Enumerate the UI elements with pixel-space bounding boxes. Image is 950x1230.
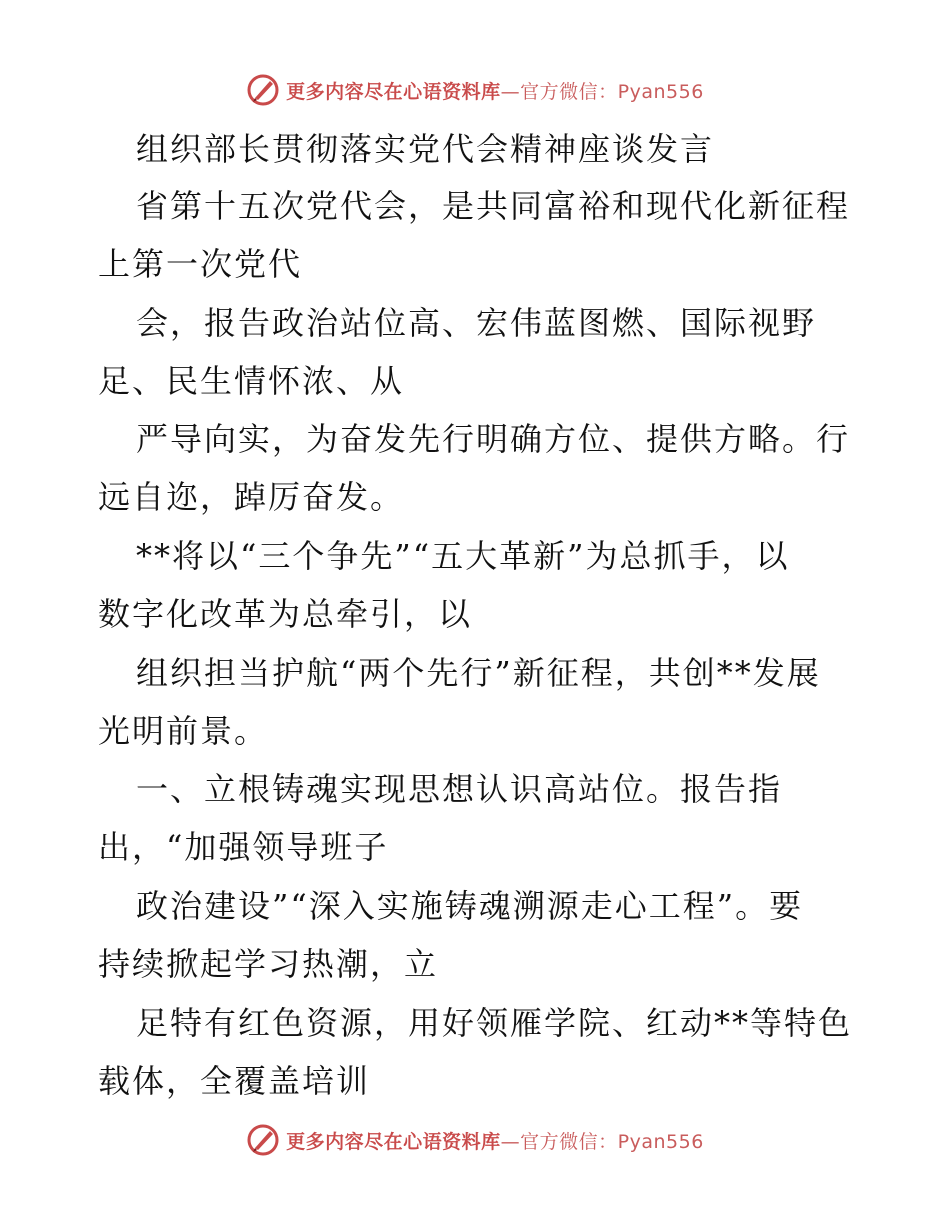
watermark-site: 更多内容尽在心语资料库 xyxy=(286,80,501,103)
watermark-contact: —官方微信：Pyan556 xyxy=(500,1130,704,1153)
watermark-contact: —官方微信：Pyan556 xyxy=(500,80,704,103)
text-line: 政治建设”“深入实施铸魂溯源走心工程”。要 xyxy=(136,887,804,925)
header-watermark xyxy=(0,70,950,110)
text-line: 省第十五次党代会，是共同富裕和现代化新征程 xyxy=(136,187,851,225)
quill-pen-circle-icon xyxy=(246,1123,280,1157)
text-line: 数字化改革为总牵引，以 xyxy=(98,595,473,633)
watermark-text xyxy=(286,77,704,104)
text-line: 持续掀起学习热潮，立 xyxy=(98,945,439,983)
watermark-text xyxy=(286,1127,704,1154)
text-line: 足特有红色资源，用好领雁学院、红动**等特色 xyxy=(136,1004,853,1042)
footer-watermark xyxy=(0,1120,950,1160)
text-line: 出，“加强领导班子 xyxy=(98,828,389,866)
text-line: 足、民生情怀浓、从 xyxy=(98,362,405,400)
text-line: 组织担当护航“两个先行”新征程，共创**发展 xyxy=(136,654,821,692)
text-line: **将以“三个争先”“五大革新”为总抓手，以 xyxy=(136,537,790,575)
document-title: 组织部长贯彻落实党代会精神座谈发言 xyxy=(136,130,715,168)
text-line: 载体，全覆盖培训 xyxy=(98,1062,371,1100)
text-line: 远自迩，踔厉奋发。 xyxy=(98,478,405,516)
text-line: 上第一次党代 xyxy=(98,245,303,283)
text-line: 严导向实，为奋发先行明确方位、提供方略。行 xyxy=(136,420,851,458)
quill-pen-circle-icon xyxy=(246,73,280,107)
section-heading-line: 一、立根铸魂实现思想认识高站位。报告指 xyxy=(136,770,783,808)
text-line: 光明前景。 xyxy=(98,712,269,750)
watermark-site: 更多内容尽在心语资料库 xyxy=(286,1130,501,1153)
text-line: 会，报告政治站位高、宏伟蓝图燃、国际视野 xyxy=(136,304,817,342)
